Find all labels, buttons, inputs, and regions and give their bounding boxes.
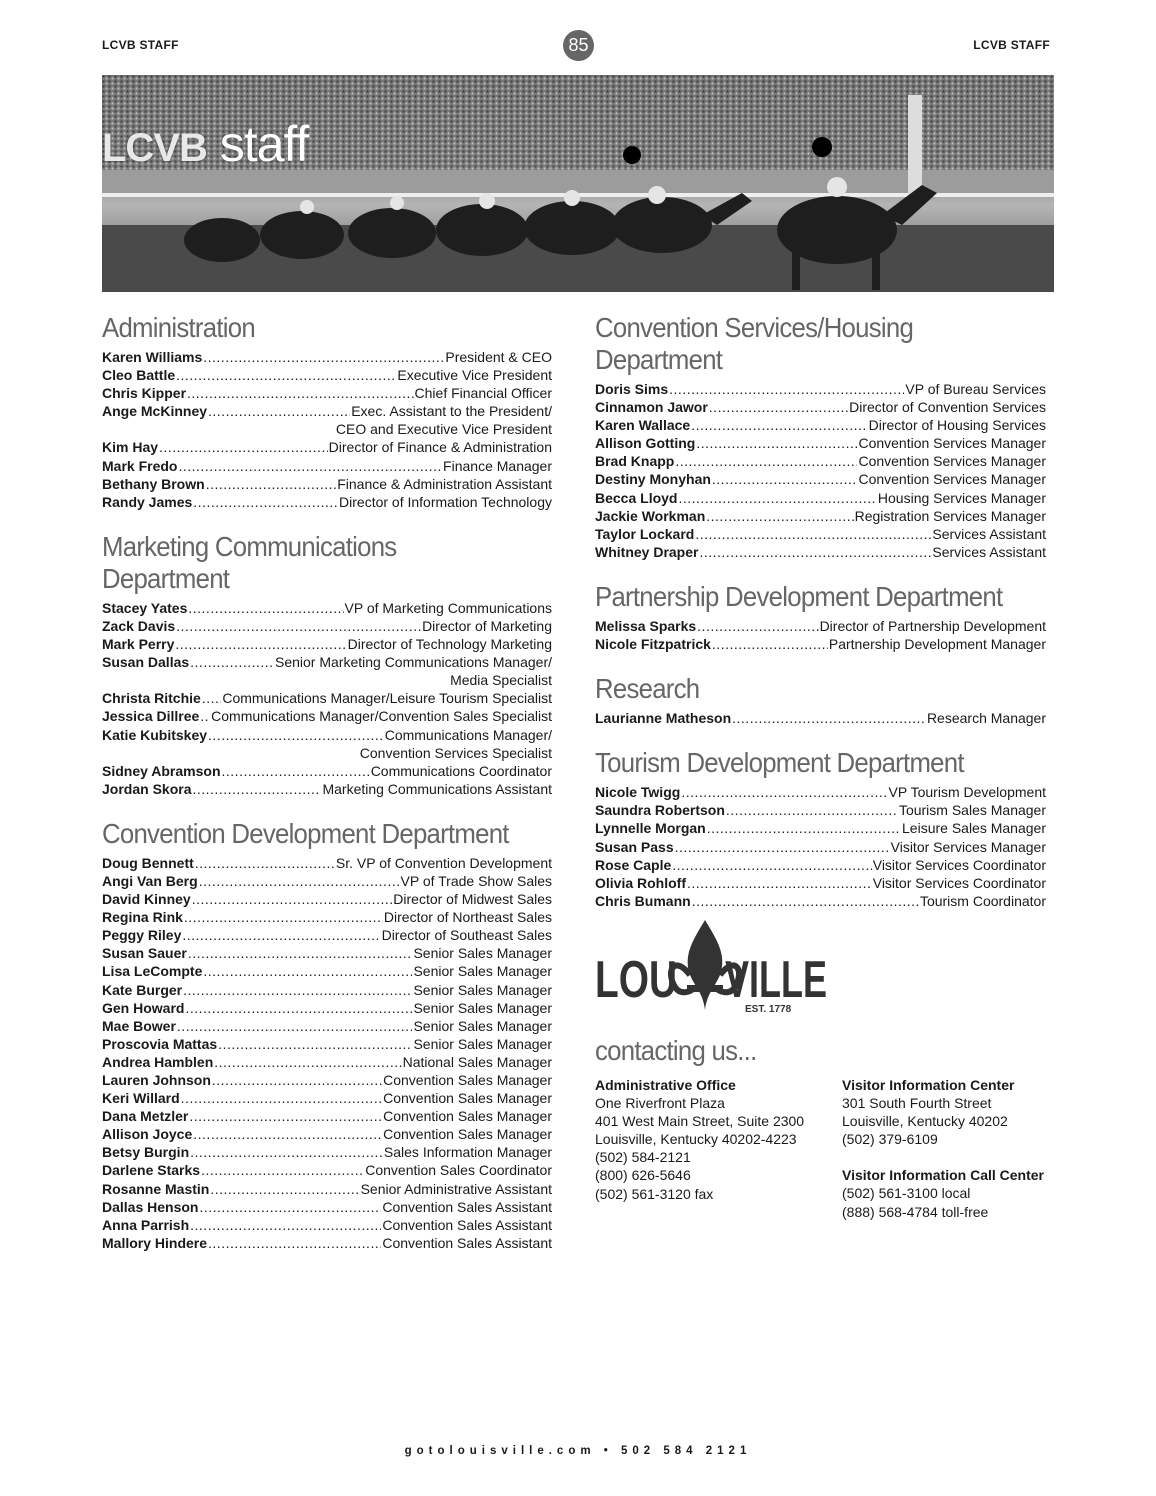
staff-title-continued: CEO and Executive Vice President xyxy=(335,421,552,438)
staff-title: Convention Sales Manager xyxy=(383,1126,552,1143)
dot-leader xyxy=(706,507,853,525)
staff-row xyxy=(102,908,552,926)
staff-row xyxy=(595,801,1046,819)
staff-title: Director of Housing Services xyxy=(868,417,1046,434)
staff-title: Services Assistant xyxy=(932,543,1046,560)
staff-name: Laurianne Matheson xyxy=(595,710,732,727)
staff-row xyxy=(595,783,1046,801)
visitor-center-heading: Visitor Information Center xyxy=(842,1077,1015,1093)
staff-name: Chris Bumann xyxy=(595,892,691,909)
staff-name: Mae Bower xyxy=(102,1017,176,1034)
staff-name: Becca Lloyd xyxy=(595,489,678,506)
staff-row xyxy=(595,452,1046,470)
footer-website-phone: gotolouisville.com • 502 584 2121 xyxy=(404,1445,752,1457)
staff-title: President & CEO xyxy=(445,349,552,365)
staff-row xyxy=(102,635,552,653)
dot-leader xyxy=(222,762,370,780)
section-title: Research xyxy=(595,673,700,705)
dot-leader xyxy=(208,726,384,744)
dot-leader xyxy=(192,780,321,798)
admin-office-fax: (502) 561-3120 fax xyxy=(595,1185,714,1202)
staff-title: Director of Convention Services xyxy=(849,399,1046,416)
visitor-center-line: Louisville, Kentucky 40202 xyxy=(842,1113,1008,1130)
staff-name: Ange McKinney xyxy=(102,403,208,420)
contact-title: contacting us... xyxy=(595,1035,757,1066)
staff-row xyxy=(102,854,552,872)
dot-leader xyxy=(176,617,421,635)
staff-title: Finance Manager xyxy=(443,457,552,474)
staff-row xyxy=(102,944,552,962)
staff-row xyxy=(102,1161,552,1179)
dot-leader xyxy=(188,944,413,962)
dot-leader xyxy=(699,543,931,561)
staff-name: Zack Davis xyxy=(102,617,176,634)
staff-name: Katie Kubitskey xyxy=(102,726,208,743)
dot-leader xyxy=(203,962,412,980)
dot-leader xyxy=(208,1234,381,1252)
staff-row xyxy=(102,1198,552,1216)
staff-row xyxy=(595,635,1046,653)
staff-title: Senior Sales Manager xyxy=(413,1017,552,1034)
staff-row xyxy=(102,384,552,402)
staff-name: Darlene Starks xyxy=(102,1162,201,1179)
staff-name: Sidney Abramson xyxy=(102,762,221,779)
staff-row xyxy=(595,398,1046,416)
dot-leader xyxy=(188,599,343,617)
staff-name: Allison Gotting xyxy=(595,435,696,452)
staff-title: Convention Sales Coordinator xyxy=(365,1162,552,1179)
staff-list xyxy=(595,380,1046,561)
visitor-center-phone: (502) 379-6109 xyxy=(842,1131,938,1148)
staff-title: Director of Midwest Sales xyxy=(393,891,552,908)
staff-list xyxy=(595,617,1046,653)
right-column xyxy=(595,312,1046,930)
staff-name: Doris Sims xyxy=(595,381,669,397)
staff-name: Destiny Monyhan xyxy=(595,471,711,488)
dot-leader xyxy=(675,452,857,470)
staff-name: Melissa Sparks xyxy=(595,617,697,634)
dot-leader xyxy=(182,926,380,944)
staff-row xyxy=(102,689,552,707)
staff-row xyxy=(102,962,552,980)
staff-row xyxy=(595,709,1046,727)
call-center-phone: (888) 568-4784 toll-free xyxy=(842,1203,989,1220)
dot-leader xyxy=(203,348,444,366)
dot-leader xyxy=(681,783,887,801)
staff-row xyxy=(595,470,1046,488)
staff-title: Convention Sales Manager xyxy=(383,1072,552,1088)
hero-title-light: staff xyxy=(219,116,309,172)
staff-row xyxy=(595,380,1046,398)
staff-title-continued: Convention Services Specialist xyxy=(359,744,552,761)
staff-name: Lisa LeCompte xyxy=(102,963,203,980)
staff-name: Kim Hay xyxy=(102,439,159,456)
staff-name: Keri Willard xyxy=(102,1090,180,1107)
staff-row xyxy=(102,599,552,617)
staff-row xyxy=(102,707,552,725)
dot-leader xyxy=(178,457,442,475)
dot-leader xyxy=(185,999,412,1017)
staff-name: Taylor Lockard xyxy=(595,525,695,542)
staff-name: Proscovia Mattas xyxy=(102,1035,218,1052)
dot-leader xyxy=(675,838,890,856)
staff-title: Visitor Services Manager xyxy=(890,838,1046,855)
staff-row xyxy=(102,872,552,890)
staff-row xyxy=(102,438,552,456)
staff-title: Convention Sales Assistant xyxy=(382,1216,552,1233)
staff-name: Olivia Rohloff xyxy=(595,874,686,891)
dot-leader xyxy=(201,1161,364,1179)
staff-name: Peggy Riley xyxy=(102,927,182,944)
staff-row xyxy=(595,507,1046,525)
staff-title: Visitor Services Coordinator xyxy=(872,874,1046,891)
dot-leader xyxy=(210,1180,359,1198)
staff-title: Visitor Services Coordinator xyxy=(872,856,1046,873)
dot-leader xyxy=(687,874,872,892)
admin-office-phone: (800) 626-5646 xyxy=(595,1167,691,1184)
staff-row xyxy=(595,617,1046,635)
staff-title: Convention Sales Manager xyxy=(383,1090,552,1107)
staff-name: Kate Burger xyxy=(102,981,183,998)
dot-leader xyxy=(190,1216,381,1234)
dot-leader xyxy=(199,1198,381,1216)
staff-row xyxy=(102,981,552,999)
administrative-office-block xyxy=(595,1076,804,1203)
staff-name: Angi Van Berg xyxy=(102,872,198,889)
admin-office-line: Louisville, Kentucky 40202-4223 xyxy=(595,1131,797,1148)
staff-title: Director of Technology Marketing xyxy=(347,636,552,653)
hero-title xyxy=(102,115,308,173)
running-header-right: LCVB STAFF xyxy=(973,38,1050,52)
staff-row xyxy=(102,1234,552,1252)
dot-leader xyxy=(184,908,383,926)
visitor-information-center-block xyxy=(842,1076,1044,1221)
staff-name: Susan Pass xyxy=(595,838,674,855)
staff-title: Communications Manager/ xyxy=(384,726,552,743)
staff-name: Lynnelle Morgan xyxy=(595,820,706,837)
dot-leader xyxy=(726,801,898,819)
staff-row xyxy=(102,1125,552,1143)
dot-leader xyxy=(712,635,828,653)
staff-name: Stacey Yates xyxy=(102,599,188,616)
dot-leader xyxy=(159,438,328,456)
staff-list xyxy=(102,348,552,511)
louisville-logo xyxy=(595,915,830,1027)
staff-row xyxy=(102,762,552,780)
staff-title: Director of Southeast Sales xyxy=(381,927,552,944)
staff-row xyxy=(102,999,552,1017)
dot-leader xyxy=(697,617,818,635)
staff-list xyxy=(595,783,1046,910)
staff-list xyxy=(102,854,552,1252)
staff-title: Partnership Development Manager xyxy=(828,636,1046,653)
staff-name: Andrea Hamblen xyxy=(102,1053,214,1070)
staff-title: National Sales Manager xyxy=(402,1053,552,1070)
staff-name: Gen Howard xyxy=(102,999,185,1016)
admin-office-phone: (502) 584-2121 xyxy=(595,1149,691,1166)
staff-name: Rosanne Mastin xyxy=(102,1180,210,1197)
dot-leader xyxy=(707,819,901,837)
staff-row xyxy=(102,726,552,762)
dot-leader xyxy=(691,416,867,434)
staff-title: Services Assistant xyxy=(932,525,1046,542)
staff-name: Randy James xyxy=(102,493,193,510)
dot-leader xyxy=(192,890,393,908)
left-column xyxy=(102,312,552,1272)
staff-row xyxy=(102,348,552,366)
dot-leader xyxy=(195,854,335,872)
staff-name: Bethany Brown xyxy=(102,475,205,492)
staff-title: Senior Sales Manager xyxy=(413,999,552,1016)
staff-row xyxy=(102,475,552,493)
staff-title: VP of Bureau Services xyxy=(905,381,1046,397)
dot-leader xyxy=(208,402,350,420)
staff-name: Nicole Twigg xyxy=(595,784,681,801)
dot-leader xyxy=(183,981,412,999)
staff-name: Doug Bennett xyxy=(102,854,194,871)
dot-leader xyxy=(712,470,858,488)
staff-name: David Kinney xyxy=(102,891,191,908)
staff-title: Research Manager xyxy=(926,710,1046,727)
staff-name: Jessica Dillree xyxy=(102,708,200,725)
staff-name: Betsy Burgin xyxy=(102,1144,190,1161)
staff-name: Dana Metzler xyxy=(102,1108,189,1125)
dot-leader xyxy=(695,525,931,543)
staff-title: Director of Northeast Sales xyxy=(383,909,552,926)
dot-leader xyxy=(177,1017,413,1035)
staff-title: Sales Information Manager xyxy=(383,1144,552,1161)
staff-title: Marketing Communications Assistant xyxy=(322,780,552,797)
staff-row xyxy=(595,489,1046,507)
staff-name: Lauren Johnson xyxy=(102,1072,211,1088)
logo-established: EST. 1778 xyxy=(745,1004,792,1015)
staff-title: Director of Marketing xyxy=(422,617,552,634)
staff-title: Convention Services Manager xyxy=(858,471,1046,488)
dot-leader xyxy=(193,1125,382,1143)
dot-leader xyxy=(678,489,876,507)
staff-row xyxy=(595,819,1046,837)
staff-title: Finance & Administration Assistant xyxy=(337,475,552,492)
staff-title: Tourism Coordinator xyxy=(919,892,1046,909)
staff-title: Senior Sales Manager xyxy=(413,1035,552,1052)
staff-name: Mallory Hindere xyxy=(102,1234,208,1251)
staff-name: Jackie Workman xyxy=(595,507,706,524)
running-header-left: LCVB STAFF xyxy=(102,38,179,52)
staff-name: Saundra Robertson xyxy=(595,802,725,819)
dot-leader xyxy=(212,1071,382,1089)
staff-title: Director of Partnership Development xyxy=(819,617,1046,634)
staff-name: Dallas Henson xyxy=(102,1198,199,1215)
horse-race-photo xyxy=(102,75,1054,292)
dot-leader xyxy=(696,434,857,452)
call-center-heading: Visitor Information Call Center xyxy=(842,1167,1044,1184)
dot-leader xyxy=(672,856,871,874)
dot-leader xyxy=(175,635,346,653)
section-title: Partnership Development Department xyxy=(595,580,1003,612)
dot-leader xyxy=(732,709,926,727)
staff-title: Senior Marketing Communications Manager/ xyxy=(274,654,552,671)
dot-leader xyxy=(692,892,919,910)
dot-leader xyxy=(190,653,274,671)
hero-photo-banner xyxy=(102,75,1054,292)
staff-title: Senior Sales Manager xyxy=(413,963,552,980)
staff-name: Cleo Battle xyxy=(102,367,176,384)
dot-leader xyxy=(181,1089,382,1107)
staff-list xyxy=(595,709,1046,727)
staff-title: Convention Sales Assistant xyxy=(382,1234,552,1251)
staff-row xyxy=(595,838,1046,856)
staff-title: Leisure Sales Manager xyxy=(902,820,1046,837)
staff-title: Chief Financial Officer xyxy=(414,385,552,402)
staff-row xyxy=(102,1216,552,1234)
staff-title: Senior Sales Manager xyxy=(413,981,552,998)
staff-row xyxy=(102,1089,552,1107)
staff-name: Chris Kipper xyxy=(102,385,187,402)
call-center-phone: (502) 561-3100 local xyxy=(842,1185,971,1202)
logo-text-right: VILLE xyxy=(725,951,827,1009)
staff-name: Regina Rink xyxy=(102,909,183,926)
staff-row xyxy=(102,1107,552,1125)
staff-name: Susan Sauer xyxy=(102,945,187,962)
fleur-de-lis-icon xyxy=(595,915,830,1027)
staff-title: VP Tourism Development xyxy=(888,784,1046,801)
staff-row xyxy=(595,892,1046,910)
staff-title: Housing Services Manager xyxy=(877,489,1046,506)
staff-name: Mark Fredo xyxy=(102,457,178,474)
dot-leader xyxy=(199,872,400,890)
dot-leader xyxy=(187,384,414,402)
staff-row xyxy=(102,780,552,798)
staff-title: Director of Information Technology xyxy=(339,493,552,510)
staff-name: Rose Caple xyxy=(595,856,672,873)
admin-office-line: 401 West Main Street, Suite 2300 xyxy=(595,1113,805,1130)
section-title: Marketing Communications Department xyxy=(102,530,397,594)
page-number: 85 xyxy=(563,30,594,61)
section-title: Tourism Development Department xyxy=(595,747,964,779)
staff-name: Anna Parrish xyxy=(102,1216,190,1233)
staff-name: Mark Perry xyxy=(102,636,175,653)
staff-title: Executive Vice President xyxy=(397,367,552,384)
staff-title: VP of Trade Show Sales xyxy=(400,872,552,889)
section-title: Convention Services/Housing Department xyxy=(595,312,914,375)
dot-leader xyxy=(669,380,904,398)
staff-title: Senior Administrative Assistant xyxy=(360,1180,552,1197)
staff-name: Karen Wallace xyxy=(595,417,691,434)
admin-office-line: One Riverfront Plaza xyxy=(595,1095,725,1112)
staff-row xyxy=(102,366,552,384)
staff-row xyxy=(102,493,552,511)
staff-row xyxy=(102,617,552,635)
hero-title-bold: LCVB xyxy=(102,126,207,170)
section-title: Administration xyxy=(102,312,255,343)
staff-title: Convention Services Manager xyxy=(858,453,1046,470)
staff-name: Christa Ritchie xyxy=(102,690,201,707)
dot-leader xyxy=(193,493,338,511)
dot-leader xyxy=(176,366,396,384)
staff-name: Whitney Draper xyxy=(595,543,699,560)
staff-name: Karen Williams xyxy=(102,349,203,365)
staff-name: Allison Joyce xyxy=(102,1126,193,1143)
staff-row xyxy=(595,434,1046,452)
staff-title: Exec. Assistant to the President/ xyxy=(351,403,552,420)
dot-leader xyxy=(189,1107,382,1125)
dot-leader xyxy=(709,398,848,416)
dot-leader xyxy=(214,1053,401,1071)
dot-leader xyxy=(200,707,210,725)
staff-title: Director of Finance & Administration xyxy=(328,439,552,456)
staff-title: Senior Sales Manager xyxy=(413,945,552,962)
dot-leader xyxy=(206,475,337,493)
staff-title: Convention Sales Assistant xyxy=(382,1198,552,1215)
staff-name: Cinnamon Jawor xyxy=(595,399,708,416)
staff-name: Susan Dallas xyxy=(102,654,190,671)
staff-row xyxy=(595,525,1046,543)
staff-title: Convention Sales Manager xyxy=(383,1108,552,1125)
staff-title: Tourism Sales Manager xyxy=(898,802,1046,819)
staff-row xyxy=(595,874,1046,892)
staff-name: Nicole Fitzpatrick xyxy=(595,636,711,653)
staff-title: Communications Manager/Leisure Tourism Specialist xyxy=(222,690,552,707)
staff-title: Sr. VP of Convention Development xyxy=(335,854,552,871)
dot-leader xyxy=(202,689,222,707)
staff-row xyxy=(102,1017,552,1035)
staff-row xyxy=(102,653,552,689)
staff-row xyxy=(102,1071,552,1089)
visitor-center-line: 301 South Fourth Street xyxy=(842,1095,992,1112)
staff-list xyxy=(102,599,552,798)
admin-office-heading: Administrative Office xyxy=(595,1077,736,1093)
staff-row xyxy=(595,543,1046,561)
staff-title: Communications Coordinator xyxy=(370,762,552,779)
staff-row xyxy=(102,457,552,475)
staff-name: Brad Knapp xyxy=(595,453,675,470)
staff-row xyxy=(102,1143,552,1161)
logo-text-left: LOU xyxy=(595,951,677,1009)
staff-row xyxy=(102,1035,552,1053)
staff-row xyxy=(102,1053,552,1071)
staff-title: VP of Marketing Communications xyxy=(344,599,552,616)
dot-leader xyxy=(218,1035,412,1053)
staff-name: Jordan Skora xyxy=(102,780,192,797)
staff-title: Communications Manager/Convention Sales Specialist xyxy=(211,708,552,725)
staff-title: Registration Services Manager xyxy=(854,507,1046,524)
section-title: Convention Development Department xyxy=(102,817,509,849)
staff-row xyxy=(102,926,552,944)
staff-row xyxy=(102,402,552,438)
staff-row xyxy=(595,856,1046,874)
dot-leader xyxy=(190,1143,383,1161)
staff-row xyxy=(595,416,1046,434)
staff-row xyxy=(102,1180,552,1198)
staff-title-continued: Media Specialist xyxy=(450,672,552,689)
staff-row xyxy=(102,890,552,908)
staff-title: Convention Services Manager xyxy=(858,435,1046,452)
